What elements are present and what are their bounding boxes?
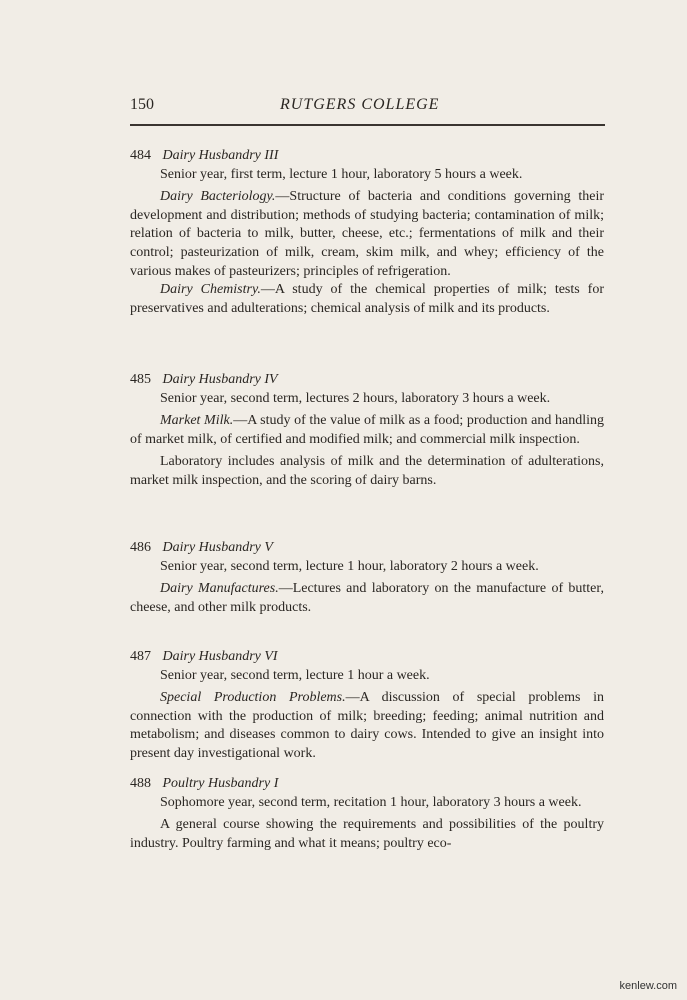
course-description xyxy=(130,188,604,281)
course-number: 486 xyxy=(130,540,151,555)
page-number: 150 xyxy=(130,96,154,113)
course-486 xyxy=(130,539,604,617)
section-subtitle: Dairy Manufactures. xyxy=(160,581,279,597)
section-subtitle: Dairy Bacteriology. xyxy=(160,189,276,205)
section-subtitle: Market Milk. xyxy=(160,413,234,429)
course-schedule: Sophomore year, second term, recitation 1 hour, laboratory 3 hours a week. xyxy=(160,794,582,810)
course-number: 488 xyxy=(130,776,151,791)
header-rule xyxy=(130,124,605,126)
section-text: —Structure of bacteria and conditions governing their development and distribution; methods of studying bacteria; contamination of milk; relation of bacteria to milk, butter, cheese, etc.; fermentations of milk and their control; pasteurization of milk, cream, skim milk, and whey; efficiency of the various makes of pasteurizers; principles of refrigeration. xyxy=(130,189,604,279)
section-text: Laboratory includes analysis of milk and the determination of adulterations, market milk inspection, and the scoring of dairy barns. xyxy=(130,454,604,488)
course-description xyxy=(130,580,604,617)
course-schedule: Senior year, first term, lecture 1 hour, laboratory 5 hours a week. xyxy=(160,166,523,182)
running-title: RUTGERS COLLEGE xyxy=(280,96,440,113)
course-heading xyxy=(130,775,604,794)
course-heading xyxy=(130,648,604,667)
course-heading xyxy=(130,147,604,166)
course-schedule: Senior year, second term, lectures 2 hours, laboratory 3 hours a week. xyxy=(160,390,551,406)
course-schedule: Senior year, second term, lecture 1 hour a week. xyxy=(160,667,430,683)
section-text: —A discussion of special problems in connection with the production of milk; breeding; feeding; animal nutrition and metabolism; and diseases common to dairy cows. Intended to give an insight into present day investigational work. xyxy=(130,690,605,761)
course-heading xyxy=(130,371,604,390)
course-number: 485 xyxy=(130,372,151,387)
running-head xyxy=(130,96,605,120)
course-title: Dairy Husbandry V xyxy=(162,540,273,555)
course-description xyxy=(130,412,604,449)
course-484 xyxy=(130,147,604,318)
course-487 xyxy=(130,648,604,764)
course-title: Dairy Husbandry IV xyxy=(162,372,278,387)
watermark: kenlew.com xyxy=(619,980,677,992)
course-number: 487 xyxy=(130,649,151,664)
section-text: —A study of the value of milk as a food; production and handling of market milk, of certified and modified milk; and commercial milk inspection. xyxy=(130,413,604,447)
course-title: Dairy Husbandry III xyxy=(162,148,279,163)
course-description xyxy=(130,689,604,763)
course-schedule: Senior year, second term, lecture 1 hour, laboratory 2 hours a week. xyxy=(160,558,539,574)
course-heading xyxy=(130,539,604,558)
section-subtitle: Dairy Chemistry. xyxy=(160,282,261,298)
section-text: —Lectures and laboratory on the manufacture of butter, cheese, and other milk products. xyxy=(130,581,604,615)
course-485 xyxy=(130,371,604,491)
section-subtitle: Special Production Problems. xyxy=(160,690,346,706)
course-title: Dairy Husbandry VI xyxy=(162,649,278,664)
course-description xyxy=(130,816,604,853)
course-description xyxy=(130,453,604,490)
course-488 xyxy=(130,775,604,853)
section-text: A general course showing the requirements and possibilities of the poultry industry. Poultry farming and what it means; poultry eco- xyxy=(130,817,604,851)
course-number: 484 xyxy=(130,148,151,163)
section-text: —A study of the chemical properties of milk; tests for preservatives and adulterations; chemical analysis of milk and its products. xyxy=(130,282,604,316)
course-description xyxy=(130,281,604,318)
course-title: Poultry Husbandry I xyxy=(162,776,279,791)
